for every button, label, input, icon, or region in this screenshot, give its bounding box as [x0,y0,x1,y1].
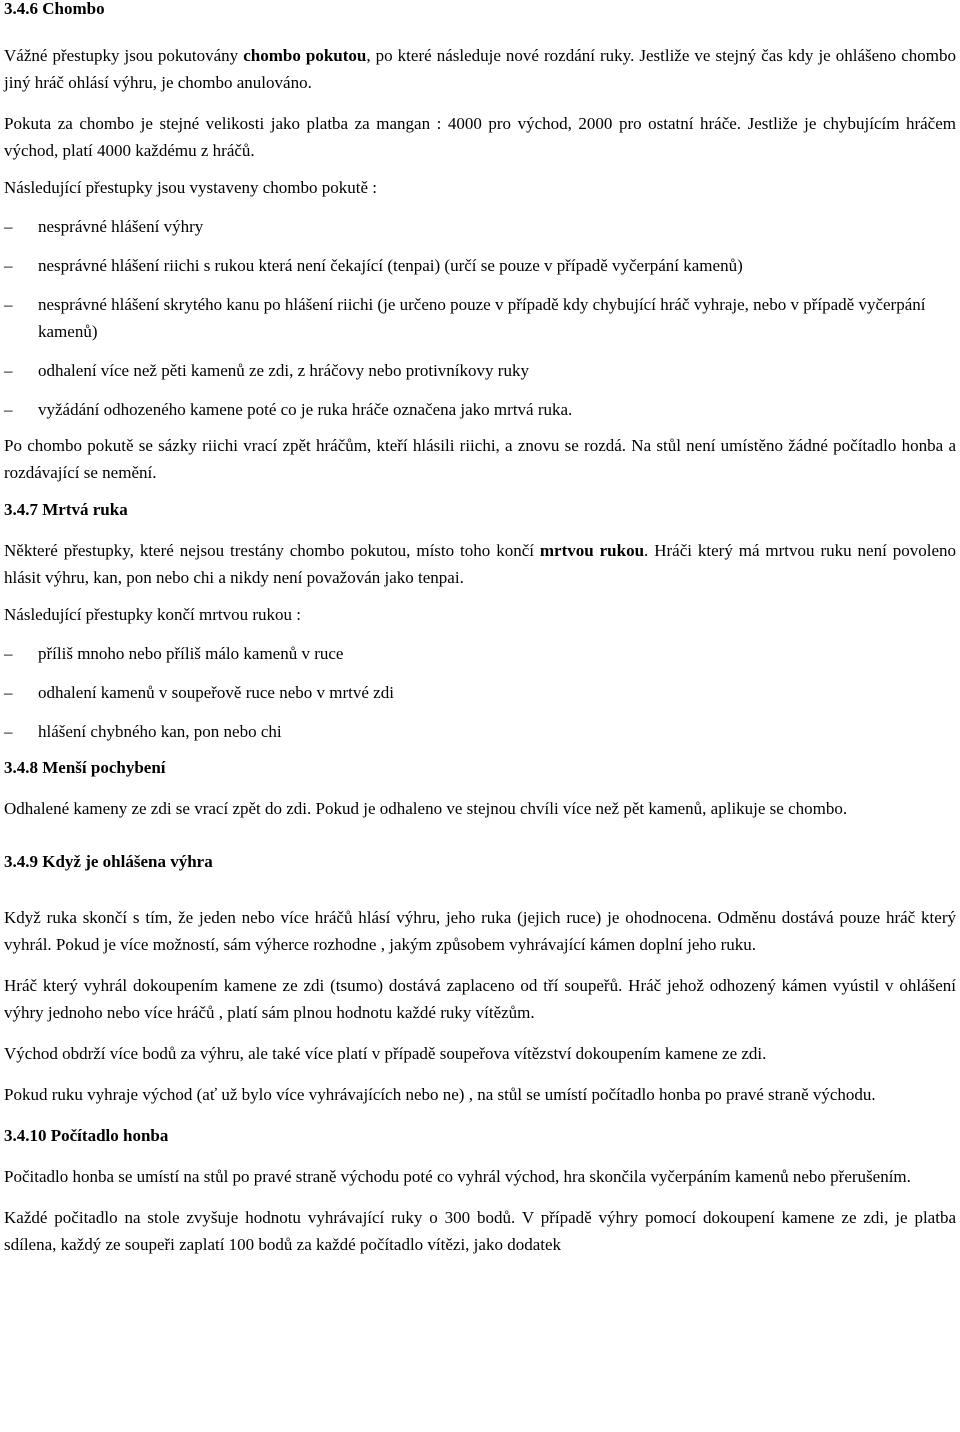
honba-paragraph-2: Každé počitadlo na stole zvyšuje hodnotu vyhrávající ruky o 300 bodů. V případě výhry pomocí dokoupení kamene ze zdi, je platba sdílena, každý ze soupeři zaplatí 100 bodů za každé počítadlo vítězi, jako dodatek [4,1208,956,1254]
list-item [4,357,956,384]
list-item-text: odhalení více než pěti kamenů ze zdi, z hráčovy nebo protivníkovy ruky [38,361,529,380]
list-item [4,291,956,345]
dash-bullet: – [4,256,13,275]
mrtvou-rukou-bold: mrtvou rukou [539,541,645,560]
chombo-list-intro: Následující přestupky jsou vystaveny chombo pokutě : [4,178,377,197]
dead-hand-text-a: Některé přestupky, které nejsou trestány chombo pokutou, místo toho končí [4,541,540,560]
win-declared-paragraph-4: Pokud ruku vyhraje východ (ať už bylo více vyhrávajících nebo ne) , na stůl se umístí počítadlo honba po pravé straně východu. [4,1085,876,1104]
list-item-text: vyžádání odhozeného kamene poté co je ruka hráče označena jako mrtvá ruka. [38,400,573,419]
list-item-text: nesprávné hlášení riichi s rukou která není čekající (tenpai) (určí se pouze v případě vyčerpání kamenů) [38,256,743,275]
section-heading-3-4-8: 3.4.8 Menší pochybení [4,758,166,777]
list-item-text: nesprávné hlášení skrytého kanu po hlášení riichi (je určeno pouze v případě kdy chybující hráč vyhraje, nebo v případě vyčerpání kamenů) [38,295,926,341]
list-item [4,252,956,279]
dash-bullet: – [4,217,13,236]
list-item [4,679,956,706]
chombo-penalty-paragraph: Pokuta za chombo je stejné velikosti jako platba za mangan : 4000 pro východ, 2000 pro ostatní hráče. Jestliže je chybujícím hráčem východ, platí 4000 každému z hráčů. [4,114,956,160]
dead-hand-intro-paragraph [4,537,956,591]
dash-bullet: – [4,400,13,419]
section-heading-3-4-7: 3.4.7 Mrtvá ruka [4,500,128,519]
win-declared-paragraph-1: Když ruka skončí s tím, že jeden nebo více hráčů hlásí výhru, jeho ruka (jejich ruce) je ohodnocena. Odměnu dostává pouze hráč který vyhrál. Pokud je více možností, sám výherce rozhodne , jakým způsobem vyhrávající kámen doplní jeho ruku. [4,908,956,954]
list-item-text: odhalení kamenů v soupeřově ruce nebo v mrtvé zdi [38,683,394,702]
chombo-after-paragraph: Po chombo pokutě se sázky riichi vrací zpět hráčům, kteří hlásili riichi, a znovu se rozdá. Na stůl není umístěno žádné počítadlo honba a rozdávající se nemění. [4,436,956,482]
list-item-text: příliš mnoho nebo příliš málo kamenů v ruce [38,644,344,663]
list-item [4,213,956,240]
chombo-pokuta-bold: chombo pokutou [243,46,367,65]
section-heading-3-4-6: 3.4.6 Chombo [4,0,105,18]
minor-error-paragraph: Odhalené kameny ze zdi se vrací zpět do zdi. Pokud je odhaleno ve stejnou chvíli více než pět kamenů, aplikuje se chombo. [4,799,848,818]
honba-paragraph-1: Počitadlo honba se umístí na stůl po pravé straně východu poté co vyhrál východ, hra skončila vyčerpáním kamenů nebo přerušením. [4,1167,911,1186]
chombo-intro-paragraph [4,42,956,96]
dash-bullet: – [4,683,13,702]
list-item [4,718,956,745]
list-item [4,640,956,667]
list-item-text: hlášení chybného kan, pon nebo chi [38,722,282,741]
document-page [4,0,956,1258]
dash-bullet: – [4,295,13,314]
dead-hand-offense-list [4,640,956,745]
chombo-intro-text-c: , po které následuje nové rozdání ruky. Jestliže ve stejný čas kdy je ohlášeno chombo jiný hráč ohlásí výhru, je chombo anulováno. [4,46,956,92]
chombo-intro-text-a: Vážné přestupky jsou pokutovány [4,46,244,65]
dash-bullet: – [4,644,13,663]
win-declared-paragraph-3: Východ obdrží více bodů za výhru, ale také více platí v případě soupeřova vítězství dokoupením kamene ze zdi. [4,1044,767,1063]
list-item-text: nesprávné hlášení výhry [38,217,204,236]
list-item [4,396,956,423]
dead-hand-text-c: . Hráči který má mrtvou ruku není povoleno hlásit výhru, kan, pon nebo chi a nikdy není považován jako tenpai. [4,541,956,587]
win-declared-paragraph-2: Hráč který vyhrál dokoupením kamene ze zdi (tsumo) dostává zaplaceno od tří soupeřů. Hráč jehož odhozený kámen vyústil v ohlášení výhry jednoho nebo více hráčů , platí sám plnou hodnotu každé ruky vítězům. [4,976,956,1022]
dash-bullet: – [4,722,13,741]
section-heading-3-4-10: 3.4.10 Počítadlo honba [4,1126,169,1145]
dead-hand-list-intro: Následující přestupky končí mrtvou rukou : [4,605,301,624]
section-heading-3-4-9: 3.4.9 Když je ohlášena výhra [4,852,213,871]
chombo-offense-list [4,213,956,423]
dash-bullet: – [4,361,13,380]
